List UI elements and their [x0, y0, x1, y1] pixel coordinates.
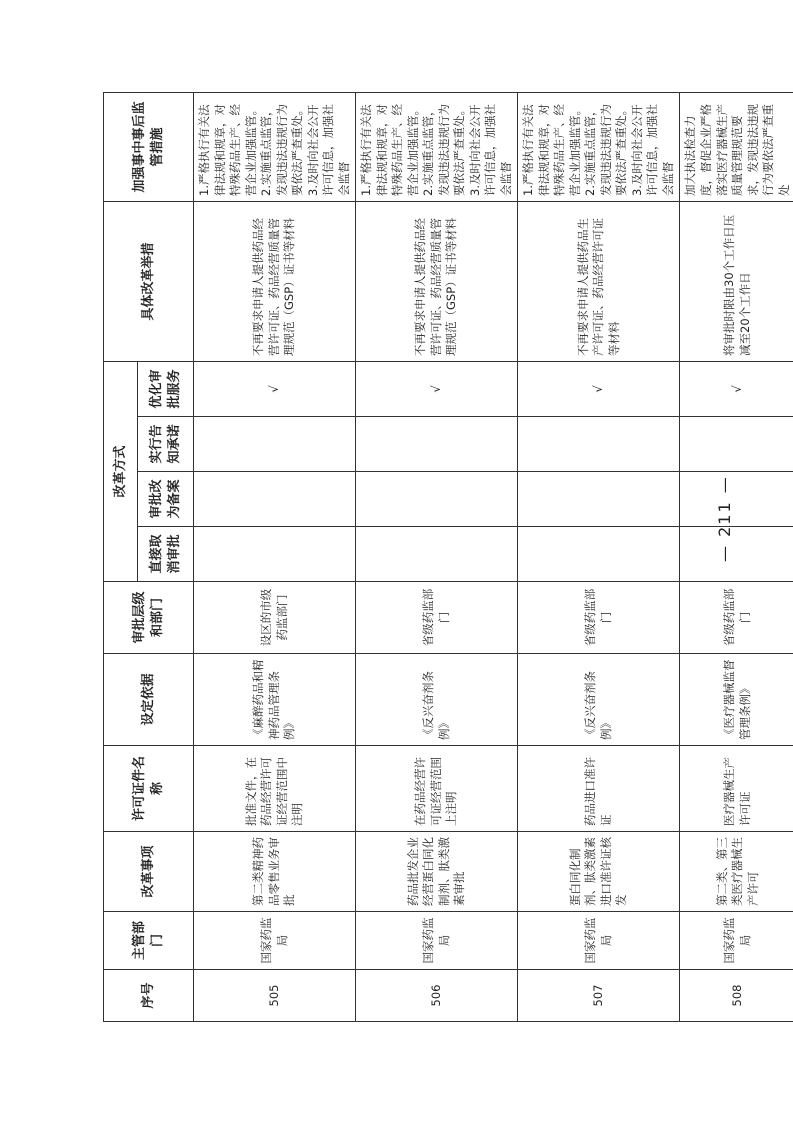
cell-seq: 508 — [680, 970, 793, 1022]
cell-mode-cancel — [518, 527, 680, 582]
header-mode-promise: 实行告知承诺 — [138, 417, 194, 472]
cell-dept: 国家药监局 — [194, 912, 356, 970]
cell-supervision: 1.严格执行有关法律法规和规章，对特殊药品生产、经营企业加强监管。2.实施重点监管，发现违法违规行为要依法严查重处。3.及时向社会公开许可信息，加强社会监督 — [518, 92, 680, 201]
cell-measures: 不再要求申请人提供药品经营许可证、药品经营质量管理规范（GSP）证书等材料 — [194, 201, 356, 361]
cell-item: 药品批发企业经营蛋白同化制剂、肽类激素审批 — [356, 832, 518, 912]
header-mode-filing: 审批改为备案 — [138, 472, 194, 527]
cell-supervision: 1.严格执行有关法律法规和规章，对特殊药品生产、经营企业加强监管。2.实施重点监管，发现违法违规行为要依法严查重处。3.及时向社会公开许可信息，加强社会监督 — [194, 92, 356, 201]
cell-item: 第二类、第三类医疗器械生产许可 — [680, 832, 793, 912]
cell-mode-promise — [194, 417, 356, 472]
table-row — [680, 92, 793, 1021]
cell-measures: 将审批时限由30个工作日压减至20个工作日 — [680, 201, 793, 361]
header-mode-optimize: 优化审批服务 — [138, 361, 194, 416]
check-mark: √ — [356, 361, 518, 416]
cell-seq: 506 — [356, 970, 518, 1022]
table-row — [356, 92, 518, 1021]
check-mark: √ — [194, 361, 356, 416]
cell-approval-level: 省级药监部门 — [518, 582, 680, 654]
cell-item: 第二类精神药品零售业务审批 — [194, 832, 356, 912]
reform-table — [103, 92, 793, 1022]
header-supervision: 加强事中事后监管措施 — [104, 92, 194, 201]
check-mark: √ — [518, 361, 680, 416]
cell-dept: 国家药监局 — [518, 912, 680, 970]
cell-measures: 不再要求申请人提供药品经营许可证、药品经营质量管理规范（GSP）证书等材料 — [356, 201, 518, 361]
cell-supervision: 1.严格执行有关法律法规和规章，对特殊药品生产、经营企业加强监管。2.实施重点监管，发现违法违规行为要依法严查重处。3.及时向社会公开许可信息，加强社会监督 — [356, 92, 518, 201]
cell-mode-filing — [194, 472, 356, 527]
header-approval-level: 审批层级和部门 — [104, 582, 194, 654]
cell-mode-promise — [518, 417, 680, 472]
cell-seq: 505 — [194, 970, 356, 1022]
cell-approval-level: 设区的市级药监部门 — [194, 582, 356, 654]
header-reform-mode: 改革方式 — [104, 361, 138, 581]
header-license: 许可证件名称 — [104, 746, 194, 832]
table-row — [518, 92, 680, 1021]
cell-mode-filing — [356, 472, 518, 527]
cell-dept: 国家药监局 — [356, 912, 518, 970]
cell-measures: 不再要求申请人提供药品生产许可证、药品经营许可证等材料 — [518, 201, 680, 361]
cell-mode-promise — [356, 417, 518, 472]
cell-seq: 507 — [518, 970, 680, 1022]
cell-mode-cancel — [356, 527, 518, 582]
header-item: 改革事项 — [104, 832, 194, 912]
cell-license: 医疗器械生产许可证 — [680, 746, 793, 832]
cell-basis: 《反兴奋剂条例》 — [356, 654, 518, 746]
cell-license: 药品进口准许证 — [518, 746, 680, 832]
header-basis: 设定依据 — [104, 654, 194, 746]
cell-mode-cancel — [194, 527, 356, 582]
table-row — [194, 92, 356, 1021]
header-measures: 具体改革举措 — [104, 201, 194, 361]
cell-mode-filing — [518, 472, 680, 527]
check-mark: √ — [680, 361, 793, 416]
cell-approval-level: 省级药监部门 — [356, 582, 518, 654]
cell-item: 蛋白同化制剂、肽类激素进口准许证核发 — [518, 832, 680, 912]
cell-approval-level: 省级药监部门 — [680, 582, 793, 654]
cell-basis: 《麻醉药品和精神药品管理条例》 — [194, 654, 356, 746]
cell-mode-cancel — [680, 527, 793, 582]
page-number: — 211 — — [715, 475, 734, 562]
cell-license: 在药品经营许可证经营范围上注明 — [356, 746, 518, 832]
cell-dept: 国家药监局 — [680, 912, 793, 970]
cell-mode-promise — [680, 417, 793, 472]
header-mode-cancel: 直接取消审批 — [138, 527, 194, 582]
cell-supervision: 加大执法检查力度，督促企业严格落实医疗器械生产质量管理规范要求，发现违法违规行为要依法严查重处 — [680, 92, 793, 201]
cell-basis: 《医疗器械监督管理条例》 — [680, 654, 793, 746]
header-dept: 主管部门 — [104, 912, 194, 970]
cell-basis: 《反兴奋剂条例》 — [518, 654, 680, 746]
cell-license: 批准文件，在药品经营许可证经营范围中注明 — [194, 746, 356, 832]
cell-mode-filing — [680, 472, 793, 527]
header-seq: 序号 — [104, 970, 194, 1022]
